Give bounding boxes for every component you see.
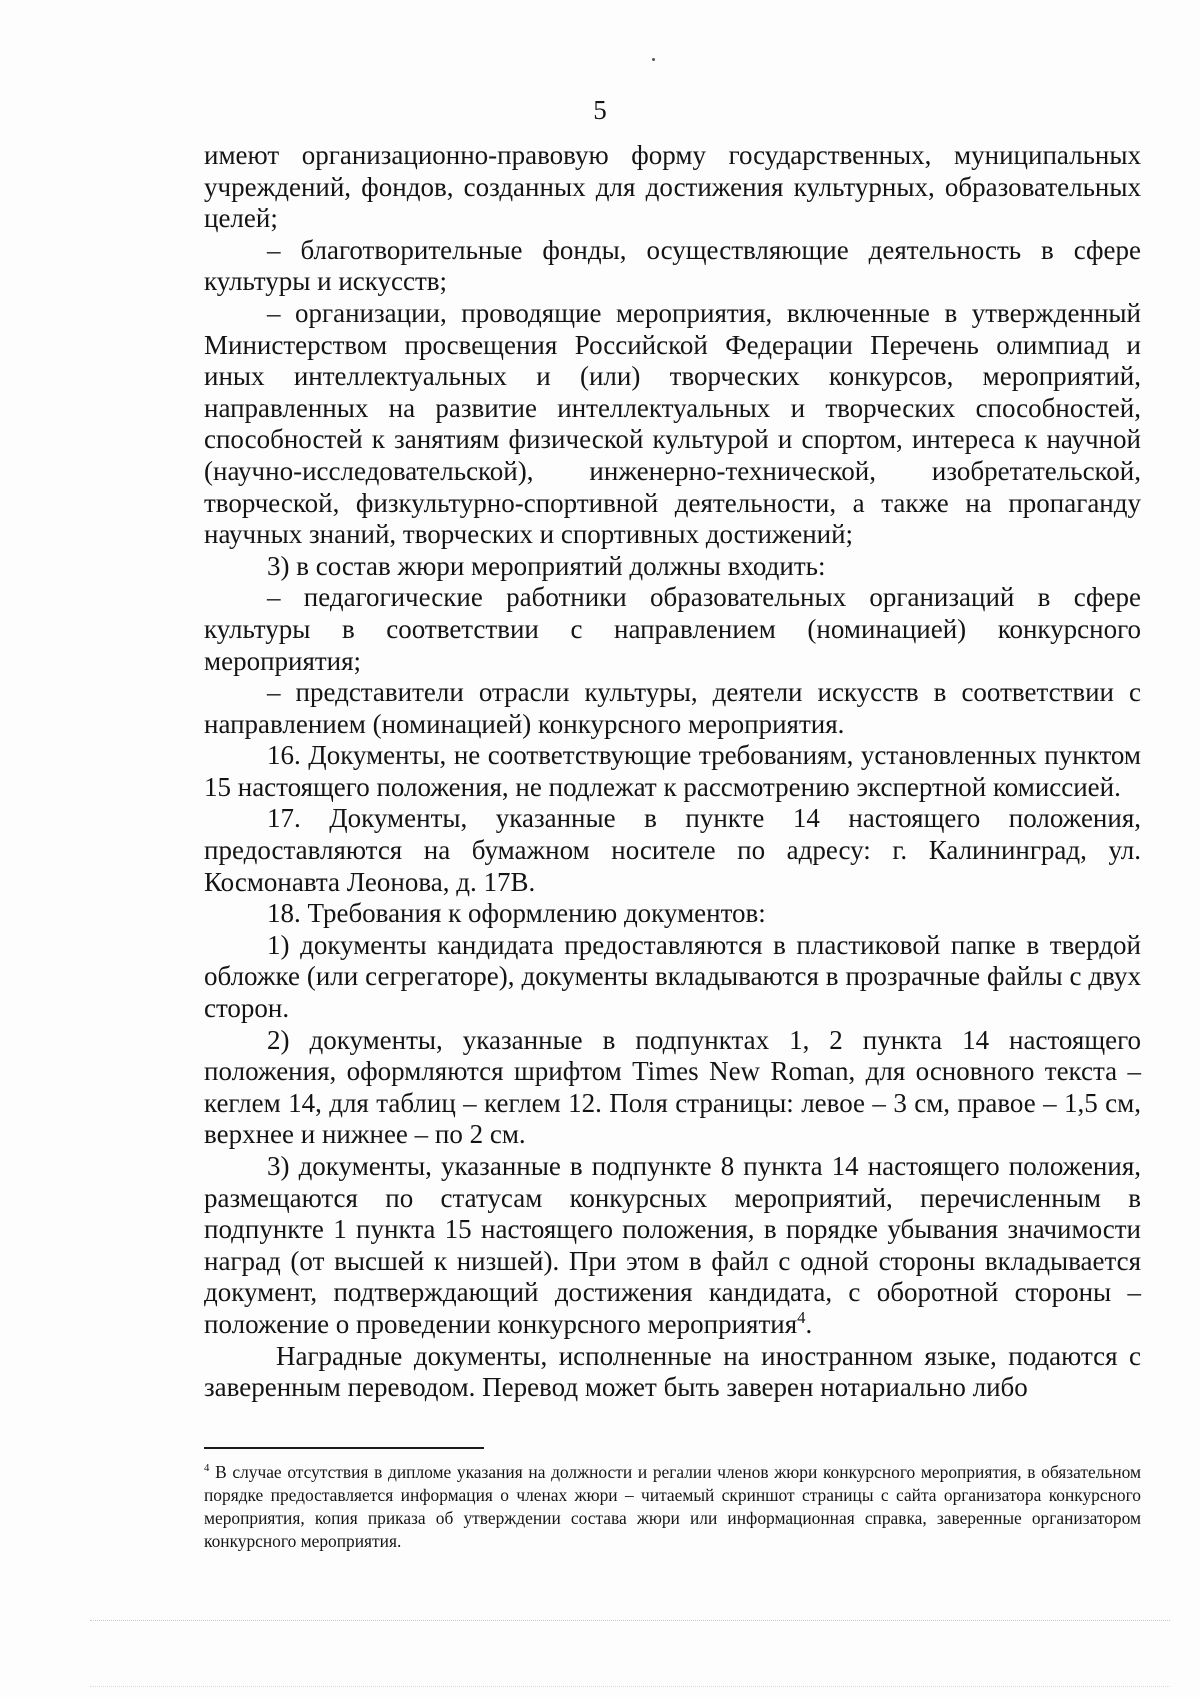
clause-18-item-2: 2) документы, указанные в подпунктах 1, 2 пункта 14 настоящего положения, оформляются шрифтом Times New Roman, для основного текста – кеглем 14, для таблиц – кеглем 12. Поля страницы: левое – 3 см, правое – 1,5 см, верхнее и нижнее – по 2 см. — [204, 1024, 1141, 1150]
footnote — [204, 1461, 1141, 1553]
footnote-marker: 4 — [204, 1462, 210, 1475]
footnote-separator — [204, 1447, 484, 1449]
footnote-reference: 4 — [797, 1307, 806, 1327]
paragraph-continuation: имеют организационно-правовую форму государственных, муниципальных учреждений, фондов, созданных для достижения культурных, образовательных целей; — [204, 140, 1141, 234]
clause-18-item-3-text: 3) документы, указанные в подпункте 8 пункта 14 настоящего положения, размещаются по статусам конкурсных мероприятий, перечисленным в подпункте 1 пункта 15 настоящего положения, в порядке убывания значимости наград (от высшей к низшей). При этом в файл с одной стороны вкладывается документ, подтверждающий достижения кандидата, с оборотной стороны – положение о проведении конкурсного мероприятия — [204, 1151, 1141, 1339]
document-body — [204, 140, 1141, 1404]
clause-18-heading: 18. Требования к оформлению документов: — [267, 898, 766, 929]
scan-artifact-line — [90, 1620, 1170, 1621]
clause-17: 17. Документы, указанные в пункте 14 настоящего положения, предоставляются на бумажном носителе по адресу: г. Калининград, ул. Космонавта Леонова, д. 17В. — [204, 803, 1141, 897]
scan-artifact-line — [90, 1686, 1170, 1687]
scan-artifact-dot — [652, 58, 655, 61]
footnote-text: В случае отсутствия в дипломе указания на должности и регалии членов жюри конкурсного мероприятия, в обязательном порядке предоставляется информация о членах жюри – читаемый скриншот страницы с сайта организатора конкурсного мероприятия, копия приказа об утверждении состава жюри или информационная справка, заверенные организатором конкурсного мероприятия. — [204, 1462, 1141, 1551]
clause-18-item-1: 1) документы кандидата предоставляются в пластиковой папке в твердой обложке (или сегрегаторе), документы вкладываются в прозрачные файлы с двух сторон. — [204, 929, 1141, 1024]
list-item-teachers: – педагогические работники образовательных организаций в сфере культуры в соответствии с направлением (номинацией) конкурсного мероприятия; — [204, 582, 1141, 676]
clause-16: 16. Документы, не соответствующие требованиям, установленных пунктом 15 настоящего положения, не подлежат к рассмотрению экспертной комиссией. — [204, 740, 1141, 802]
list-item-jury-heading: 3) в состав жюри мероприятий должны входить: — [267, 550, 826, 581]
clause-18-item-3: 3) документы, указанные в подпункте 8 пункта 14 настоящего положения, размещаются по статусам конкурсных мероприятий, перечисленным в подпункте 1 пункта 15 настоящего положения, в порядке убывания значимости наград (от высшей к низшей). При этом в файл с одной стороны вкладывается документ, подтверждающий достижения кандидата, с оборотной стороны – положение о проведении конкурсного мероприятия$^4$. — [204, 1151, 1141, 1339]
list-item-charity-funds: – благотворительные фонды, осуществляющие деятельность в сфере культуры и искусств; — [204, 234, 1141, 297]
list-item-organizations: – организации, проводящие мероприятия, включенные в утвержденный Министерством просвещения Российской Федерации Перечень олимпиад и иных интеллектуальных и (или) творческих конкурсов, мероприятий, направленных на развитие интеллектуальных и творческих способностей, способностей к занятиям физической культурой и спортом, интереса к научной (научно-исследовательской), инженерно-технической, изобретательской, творческой, физкультурно-спортивной деятельности, а также на пропаганду научных знаний, творческих и спортивных достижений; — [204, 297, 1141, 550]
paragraph-award-documents: Наградные документы, исполненные на иностранном языке, подаются с заверенным переводом. Перевод может быть заверен нотариально либо — [204, 1340, 1141, 1403]
list-item-culture-representatives: – представители отрасли культуры, деятели искусств в соответствии с направлением (номинацией) конкурсного мероприятия. — [204, 677, 1141, 739]
page-number: 5 — [593, 95, 607, 125]
